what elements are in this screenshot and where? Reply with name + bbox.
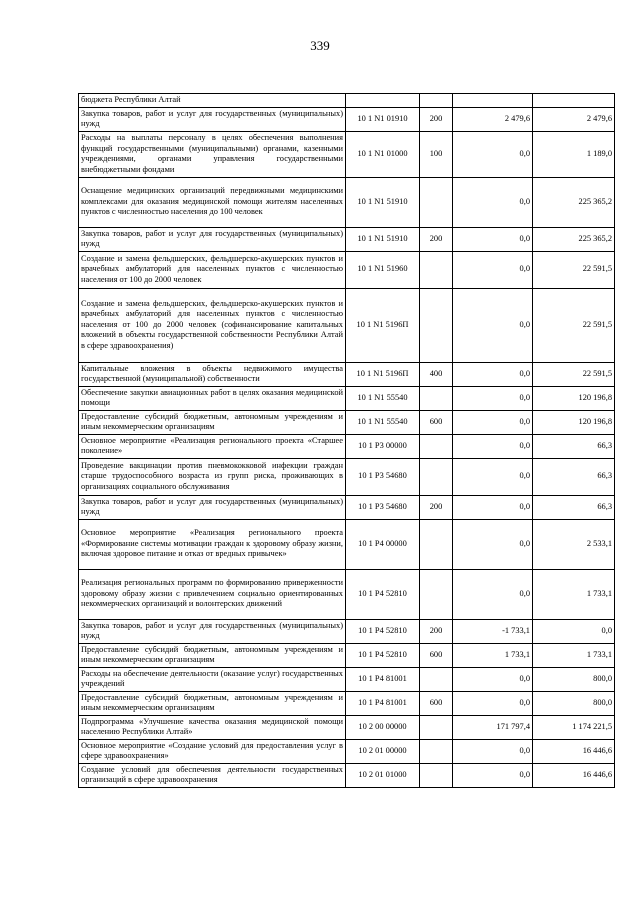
target-article-code-cell: 10 1 N1 01000 <box>346 131 420 177</box>
table-row <box>79 763 615 787</box>
expense-description-cell: Закупка товаров, работ и услуг для государственных (муниципальных) нужд <box>79 495 346 519</box>
change-amount-cell: 1 733,1 <box>453 643 533 667</box>
expense-type-code-cell <box>420 667 453 691</box>
table-row <box>79 667 615 691</box>
total-amount-cell: 66,3 <box>533 434 615 458</box>
total-amount-cell: 22 591,5 <box>533 251 615 288</box>
page-number: 339 <box>310 38 330 53</box>
expense-description-cell: Создание условий для обеспечения деятельности государственных организаций в сфере здравоохранения <box>79 763 346 787</box>
target-article-code-cell: 10 1 N1 01910 <box>346 107 420 131</box>
table-row <box>79 519 615 569</box>
table-row <box>79 251 615 288</box>
expense-description-cell: Основное мероприятие «Реализация регионального проекта «Старшее поколение» <box>79 434 346 458</box>
expense-description-cell: Закупка товаров, работ и услуг для государственных (муниципальных) нужд <box>79 227 346 251</box>
total-amount-cell: 66,3 <box>533 458 615 495</box>
change-amount-cell: 0,0 <box>453 177 533 227</box>
total-amount-cell: 225 365,2 <box>533 227 615 251</box>
target-article-code-cell: 10 1 P4 52810 <box>346 569 420 619</box>
expense-description-cell: Создание и замена фельдшерских, фельдшерско-акушерских пунктов и врачебных амбулаторий для населенных пунктов с численностью населения от 100 до 2000 человек <box>79 251 346 288</box>
expense-type-code-cell <box>420 386 453 410</box>
expense-description-cell: Расходы на обеспечение деятельности (оказание услуг) государственных учреждений <box>79 667 346 691</box>
target-article-code-cell: 10 1 P4 81001 <box>346 667 420 691</box>
expense-description-cell: Создание и замена фельдшерских, фельдшерско-акушерских пунктов и врачебных амбулаторий для населенных пунктов с численностью населения от 100 до 2000 человек (софинансирование капитальных вложений в объекты государственной собственности Республики Алтай в сфере здравоохранения) <box>79 288 346 362</box>
expense-type-code-cell: 600 <box>420 691 453 715</box>
change-amount-cell: 0,0 <box>453 763 533 787</box>
target-article-code-cell: 10 2 01 00000 <box>346 739 420 763</box>
change-amount-cell: 171 797,4 <box>453 715 533 739</box>
expense-type-code-cell: 200 <box>420 495 453 519</box>
target-article-code-cell: 10 2 00 00000 <box>346 715 420 739</box>
target-article-code-cell: 10 1 P4 52810 <box>346 643 420 667</box>
expense-description-cell: Закупка товаров, работ и услуг для государственных (муниципальных) нужд <box>79 107 346 131</box>
table-row <box>79 131 615 177</box>
change-amount-cell: 0,0 <box>453 691 533 715</box>
expense-type-code-cell <box>420 519 453 569</box>
table-row <box>79 434 615 458</box>
total-amount-cell: 2 479,6 <box>533 107 615 131</box>
expense-type-code-cell: 600 <box>420 410 453 434</box>
table-row <box>79 739 615 763</box>
total-amount-cell: 16 446,6 <box>533 763 615 787</box>
change-amount-cell: 0,0 <box>453 519 533 569</box>
budget-table-body <box>79 94 615 788</box>
change-amount-cell: 0,0 <box>453 251 533 288</box>
target-article-code-cell: 10 1 N1 51910 <box>346 177 420 227</box>
expense-type-code-cell <box>420 763 453 787</box>
table-row <box>79 619 615 643</box>
expense-description-cell: Расходы на выплаты персоналу в целях обеспечения выполнения функций государственными (муниципальными) органами, казенными учреждениями, органами управления государственными внебюджетными фондами <box>79 131 346 177</box>
change-amount-cell: 0,0 <box>453 288 533 362</box>
change-amount-cell: 0,0 <box>453 410 533 434</box>
change-amount-cell: 0,0 <box>453 386 533 410</box>
total-amount-cell: 800,0 <box>533 667 615 691</box>
expense-description-cell: Основное мероприятие «Реализация регионального проекта «Формирование системы мотивации граждан к здоровому образу жизни, включая здоровое питание и отказ от вредных привычек» <box>79 519 346 569</box>
expense-type-code-cell <box>420 458 453 495</box>
expense-type-code-cell: 200 <box>420 227 453 251</box>
expense-description-cell: Обеспечение закупки авиационных работ в целях оказания медицинской помощи <box>79 386 346 410</box>
total-amount-cell: 22 591,5 <box>533 288 615 362</box>
expense-description-cell: Проведение вакцинации против пневмококковой инфекции граждан старше трудоспособного возраста из групп риска, проживающих в организациях социального обслуживания <box>79 458 346 495</box>
change-amount-cell: 0,0 <box>453 362 533 386</box>
table-row <box>79 495 615 519</box>
total-amount-cell: 1 189,0 <box>533 131 615 177</box>
expense-description-cell: Основное мероприятие «Создание условий для предоставления услуг в сфере здравоохранения» <box>79 739 346 763</box>
target-article-code-cell: 10 2 01 01000 <box>346 763 420 787</box>
target-article-code-cell: 10 1 P3 54680 <box>346 495 420 519</box>
change-amount-cell: 0,0 <box>453 569 533 619</box>
total-amount-cell: 1 733,1 <box>533 569 615 619</box>
change-amount-cell: 0,0 <box>453 495 533 519</box>
change-amount-cell: 0,0 <box>453 667 533 691</box>
table-row <box>79 715 615 739</box>
expense-type-code-cell: 600 <box>420 643 453 667</box>
expense-type-code-cell: 200 <box>420 107 453 131</box>
expense-description-cell: Закупка товаров, работ и услуг для государственных (муниципальных) нужд <box>79 619 346 643</box>
target-article-code-cell: 10 1 N1 51960 <box>346 251 420 288</box>
change-amount-cell: 0,0 <box>453 434 533 458</box>
target-article-code-cell: 10 1 N1 5196П <box>346 362 420 386</box>
table-row <box>79 362 615 386</box>
total-amount-cell: 120 196,8 <box>533 386 615 410</box>
expense-description-cell: Предоставление субсидий бюджетным, автономным учреждениям и иным некоммерческим организациям <box>79 643 346 667</box>
expense-type-code-cell <box>420 715 453 739</box>
table-row <box>79 410 615 434</box>
expense-type-code-cell <box>420 94 453 108</box>
target-article-code-cell: 10 1 P4 81001 <box>346 691 420 715</box>
total-amount-cell <box>533 94 615 108</box>
expense-description-cell: Оснащение медицинских организаций передвижными медицинскими комплексами для оказания медицинской помощи жителям населенных пунктов с численностью населения до 100 человек <box>79 177 346 227</box>
change-amount-cell: 0,0 <box>453 131 533 177</box>
target-article-code-cell: 10 1 N1 51910 <box>346 227 420 251</box>
expense-type-code-cell <box>420 288 453 362</box>
table-row <box>79 288 615 362</box>
target-article-code-cell: 10 1 P3 54680 <box>346 458 420 495</box>
table-row <box>79 643 615 667</box>
budget-table <box>78 93 615 788</box>
expense-description-cell: Предоставление субсидий бюджетным, автономным учреждениям и иным некоммерческим организациям <box>79 410 346 434</box>
expense-type-code-cell <box>420 434 453 458</box>
target-article-code-cell: 10 1 P4 52810 <box>346 619 420 643</box>
total-amount-cell: 0,0 <box>533 619 615 643</box>
change-amount-cell: 0,0 <box>453 227 533 251</box>
expense-description-cell: бюджета Республики Алтай <box>79 94 346 108</box>
total-amount-cell: 800,0 <box>533 691 615 715</box>
target-article-code-cell <box>346 94 420 108</box>
table-row <box>79 458 615 495</box>
change-amount-cell: -1 733,1 <box>453 619 533 643</box>
target-article-code-cell: 10 1 P3 00000 <box>346 434 420 458</box>
total-amount-cell: 2 533,1 <box>533 519 615 569</box>
target-article-code-cell: 10 1 N1 5196П <box>346 288 420 362</box>
total-amount-cell: 1 174 221,5 <box>533 715 615 739</box>
target-article-code-cell: 10 1 P4 00000 <box>346 519 420 569</box>
change-amount-cell: 0,0 <box>453 739 533 763</box>
change-amount-cell: 0,0 <box>453 458 533 495</box>
total-amount-cell: 225 365,2 <box>533 177 615 227</box>
expense-description-cell: Реализация региональных программ по формированию приверженности здоровому образу жизни с привлечением социально ориентированных некоммерческих организаций и волонтерских движений <box>79 569 346 619</box>
total-amount-cell: 120 196,8 <box>533 410 615 434</box>
expense-type-code-cell <box>420 739 453 763</box>
table-row <box>79 107 615 131</box>
change-amount-cell: 2 479,6 <box>453 107 533 131</box>
table-row <box>79 386 615 410</box>
expense-description-cell: Предоставление субсидий бюджетным, автономным учреждениям и иным некоммерческим организациям <box>79 691 346 715</box>
expense-type-code-cell: 100 <box>420 131 453 177</box>
expense-type-code-cell: 400 <box>420 362 453 386</box>
target-article-code-cell: 10 1 N1 55540 <box>346 386 420 410</box>
expense-type-code-cell <box>420 569 453 619</box>
expense-description-cell: Подпрограмма «Улучшение качества оказания медицинской помощи населению Республики Алтай» <box>79 715 346 739</box>
total-amount-cell: 66,3 <box>533 495 615 519</box>
table-row <box>79 177 615 227</box>
target-article-code-cell: 10 1 N1 55540 <box>346 410 420 434</box>
expense-type-code-cell: 200 <box>420 619 453 643</box>
total-amount-cell: 1 733,1 <box>533 643 615 667</box>
change-amount-cell <box>453 94 533 108</box>
table-row <box>79 227 615 251</box>
table-row <box>79 94 615 108</box>
expense-type-code-cell <box>420 177 453 227</box>
table-row <box>79 691 615 715</box>
table-row <box>79 569 615 619</box>
total-amount-cell: 22 591,5 <box>533 362 615 386</box>
total-amount-cell: 16 446,6 <box>533 739 615 763</box>
expense-type-code-cell <box>420 251 453 288</box>
expense-description-cell: Капитальные вложения в объекты недвижимого имущества государственной (муниципальной) собственности <box>79 362 346 386</box>
